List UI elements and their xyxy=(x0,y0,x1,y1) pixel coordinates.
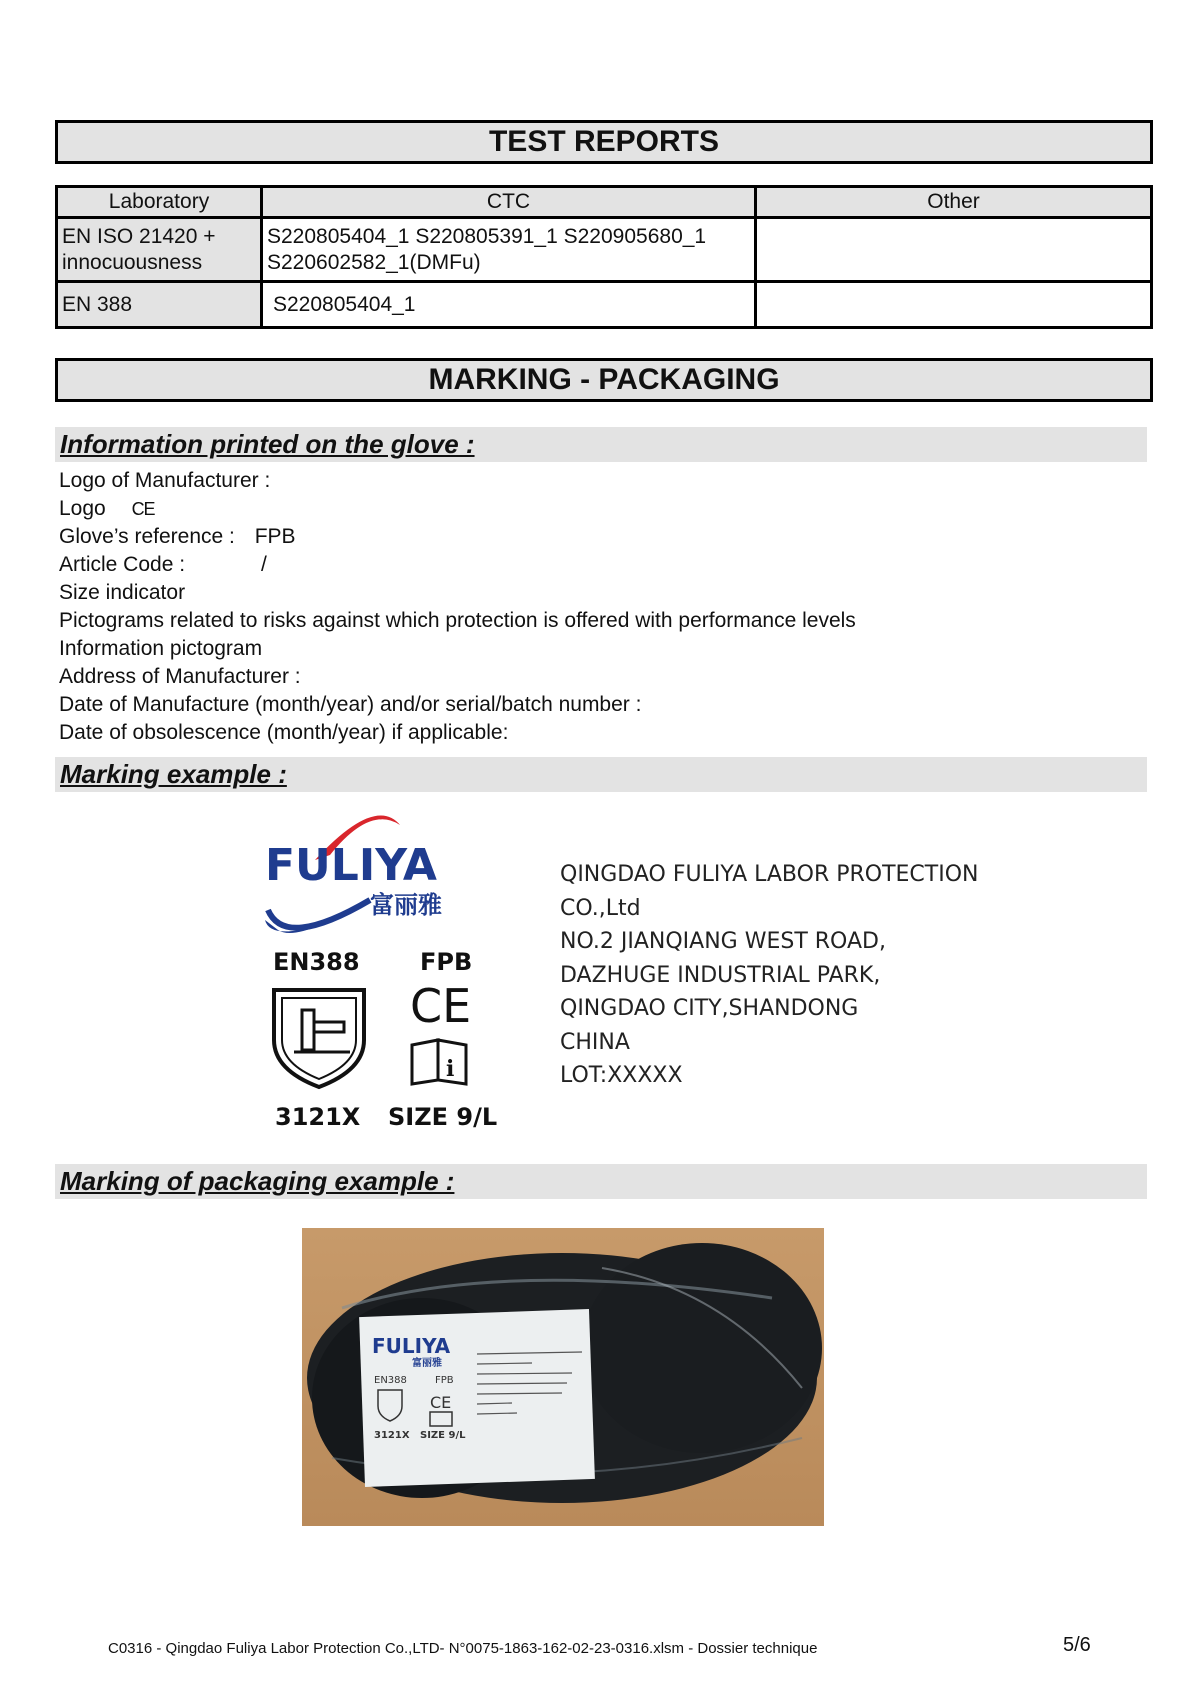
info-line-date-obsolescence: Date of obsolescence (month/year) if applicable: xyxy=(59,721,509,744)
packaging-logo-text: FULIYA xyxy=(372,1334,451,1358)
info-line-glove-reference: Glove’s reference : FPB xyxy=(59,525,296,548)
fuliya-logo xyxy=(260,800,510,1130)
address-line: QINGDAO CITY,SHANDONG xyxy=(560,996,859,1021)
glove-info-heading: Information printed on the glove : xyxy=(60,429,475,459)
reference-label: FPB xyxy=(420,948,473,976)
test-reports-table xyxy=(55,185,1153,329)
svg-text:FPB: FPB xyxy=(435,1375,454,1386)
footer-text: C0316 - Qingdao Fuliya Labor Protection Co.,LTD- N°0075-1863-162-02-23-0316.xlsm - Dossier technique xyxy=(108,1640,818,1657)
marking-example-heading: Marking example : xyxy=(60,759,287,789)
logo-chinese-text: 富丽雅 xyxy=(370,891,442,919)
marking-example-heading-band xyxy=(55,757,1147,792)
column-header-other: Other xyxy=(756,187,1152,218)
address-line: DAZHUGE INDUSTRIAL PARK, xyxy=(560,962,881,988)
table-cell-other xyxy=(756,218,1152,282)
table-cell-laboratory: EN ISO 21420 + innocuousness xyxy=(57,218,262,282)
glove-info-list xyxy=(59,467,856,747)
standard-label: EN388 xyxy=(273,948,360,976)
table-cell-other xyxy=(756,282,1152,328)
ce-mark-icon: CE xyxy=(131,499,155,519)
packaging-photo xyxy=(302,1228,824,1526)
svg-text:SIZE 9/L: SIZE 9/L xyxy=(420,1430,466,1441)
logo-text: FULIYA xyxy=(265,840,437,891)
performance-label: 3121X xyxy=(275,1103,361,1130)
info-line-logo: Logo CE xyxy=(59,495,856,523)
packaging-heading: Marking of packaging example : xyxy=(60,1166,455,1196)
address-line: NO.2 JIANQIANG WEST ROAD, xyxy=(560,929,886,954)
svg-text:EN388: EN388 xyxy=(374,1375,407,1386)
marking-example-graphic xyxy=(260,800,510,1130)
info-line-size-indicator: Size indicator xyxy=(59,581,186,604)
svg-text:3121X: 3121X xyxy=(374,1430,410,1441)
address-line: QINGDAO FULIYA LABOR PROTECTION xyxy=(560,862,979,887)
table-row xyxy=(57,218,1152,282)
address-line: CO.,Ltd xyxy=(560,895,641,921)
svg-text:富丽雅: 富丽雅 xyxy=(412,1358,442,1369)
info-line-information-pictogram: Information pictogram xyxy=(59,637,263,660)
table-header-row xyxy=(57,187,1152,218)
glove-info-heading-band xyxy=(55,427,1147,462)
info-line-date-manufacture: Date of Manufacture (month/year) and/or serial/batch number : xyxy=(59,693,642,716)
column-header-ctc: CTC xyxy=(262,187,756,218)
table-row xyxy=(57,282,1152,328)
mechanical-risk-shield-icon xyxy=(274,990,364,1087)
test-reports-title: TEST REPORTS xyxy=(55,120,1153,164)
svg-text:i: i xyxy=(446,1056,455,1082)
column-header-laboratory: Laboratory xyxy=(57,187,262,218)
packaging-ce-icon: CE xyxy=(430,1393,452,1412)
table-cell-ctc: S220805404_1 S220805391_1 S220905680_1 S220602582_1(DMFu) xyxy=(262,218,756,282)
packaging-heading-band xyxy=(55,1164,1147,1199)
table-cell-ctc: S220805404_1 xyxy=(262,282,756,328)
size-label: SIZE 9/L xyxy=(388,1103,498,1130)
info-line-pictograms: Pictograms related to risks against which protection is offered with performance levels xyxy=(59,609,856,632)
page-number: 5/6 xyxy=(1063,1634,1091,1656)
ce-mark-icon: CE xyxy=(410,979,472,1033)
info-line-article-code: Article Code : / xyxy=(59,553,267,576)
info-line-address: Address of Manufacturer : xyxy=(59,665,301,688)
info-line-logo-manufacturer: Logo of Manufacturer : xyxy=(59,469,271,492)
information-book-icon xyxy=(412,1040,466,1084)
address-line: CHINA xyxy=(560,1029,630,1055)
marking-packaging-title: MARKING - PACKAGING xyxy=(55,358,1153,402)
manufacturer-address xyxy=(560,858,979,1093)
table-cell-laboratory: EN 388 xyxy=(57,282,262,328)
lot-line: LOT:XXXXX xyxy=(560,1063,683,1088)
